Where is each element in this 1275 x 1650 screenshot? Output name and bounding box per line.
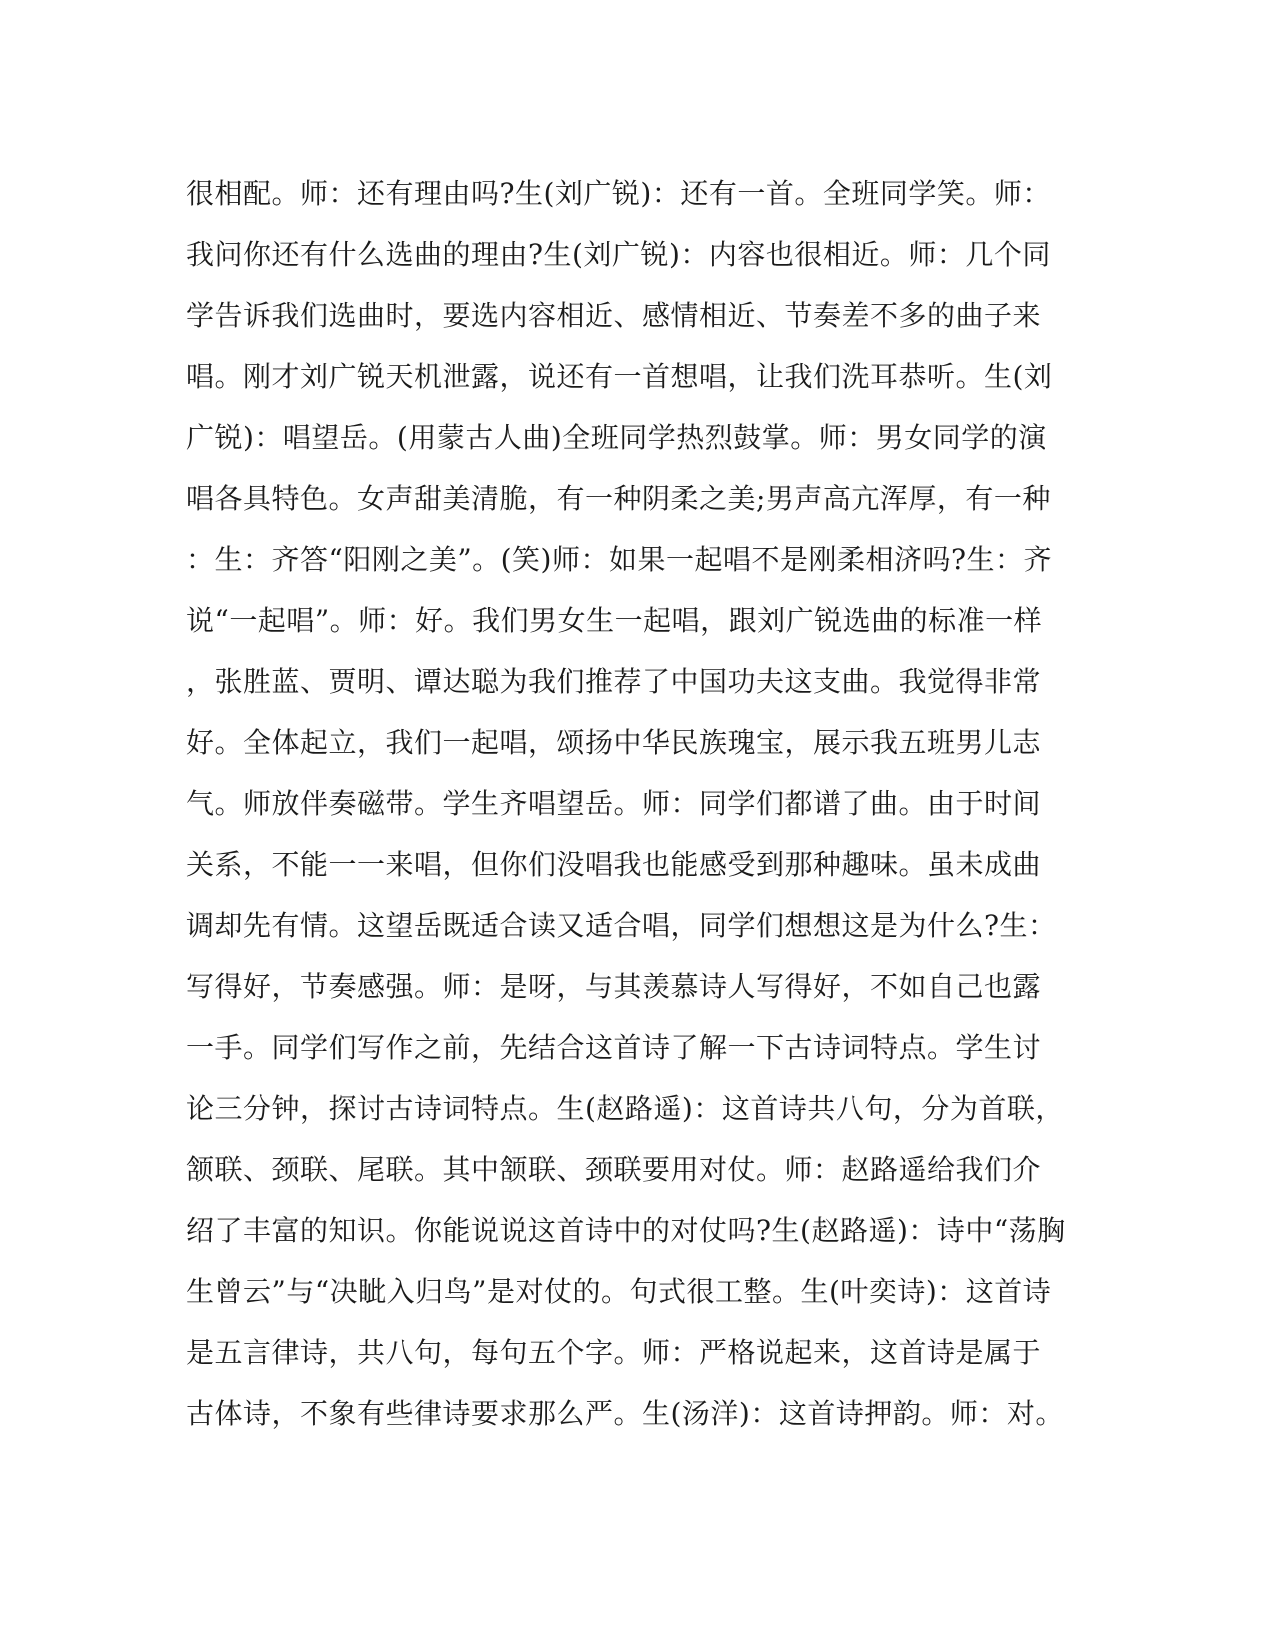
text-line: 学告诉我们选曲时，要选内容相近、感情相近、节奏差不多的曲子来 xyxy=(186,299,1042,332)
text-line: 关系，不能一一来唱，但你们没唱我也能感受到那种趣味。虽未成曲 xyxy=(186,848,1042,881)
text-line: ，张胜蓝、贾明、谭达聪为我们推荐了中国功夫这支曲。我觉得非常 xyxy=(186,665,1042,698)
body-text xyxy=(186,163,1086,1444)
text-line: 调却先有情。这望岳既适合读又适合唱，同学们想想这是为什么?生： xyxy=(186,909,1057,942)
text-line: 我问你还有什么选曲的理由?生(刘广锐)：内容也很相近。师：几个同 xyxy=(186,238,1051,271)
text-line: 广锐)：唱望岳。(用蒙古人曲)全班同学热烈鼓掌。师：男女同学的演 xyxy=(186,421,1047,454)
text-line: 写得好，节奏感强。师：是呀，与其羡慕诗人写得好，不如自己也露 xyxy=(186,970,1042,1003)
text-line: 绍了丰富的知识。你能说说这首诗中的对仗吗?生(赵路遥)：诗中“荡胸 xyxy=(186,1214,1066,1247)
text-line: 唱各具特色。女声甜美清脆，有一种阴柔之美;男声高亢浑厚，有一种 xyxy=(186,482,1051,515)
text-line: 说“一起唱”。师：好。我们男女生一起唱，跟刘广锐选曲的标准一样 xyxy=(186,604,1043,637)
text-line: 古体诗，不象有些律诗要求那么严。生(汤洋)：这首诗押韵。师：对。 xyxy=(186,1397,1064,1430)
text-line: 很相配。师：还有理由吗?生(刘广锐)：还有一首。全班同学笑。师： xyxy=(186,177,1051,210)
text-line: ：生：齐答“阳刚之美”。(笑)师：如果一起唱不是刚柔相济吗?生：齐 xyxy=(186,543,1052,576)
text-line: 一手。同学们写作之前，先结合这首诗了解一下古诗词特点。学生讨 xyxy=(186,1031,1042,1064)
text-line: 好。全体起立，我们一起唱，颂扬中华民族瑰宝，展示我五班男儿志 xyxy=(186,726,1042,759)
text-line: 颔联、颈联、尾联。其中颔联、颈联要用对仗。师：赵路遥给我们介 xyxy=(186,1153,1042,1186)
text-line: 气。师放伴奏磁带。学生齐唱望岳。师：同学们都谱了曲。由于时间 xyxy=(186,787,1042,820)
text-line: 是五言律诗，共八句，每句五个字。师：严格说起来，这首诗是属于 xyxy=(186,1336,1042,1369)
text-line: 唱。刚才刘广锐天机泄露，说还有一首想唱，让我们洗耳恭听。生(刘 xyxy=(186,360,1053,393)
text-line: 生曾云”与“决眦入归鸟”是对仗的。句式很工整。生(叶奕诗)：这首诗 xyxy=(186,1275,1052,1308)
text-line: 论三分钟，探讨古诗词特点。生(赵路遥)：这首诗共八句，分为首联， xyxy=(186,1092,1064,1125)
